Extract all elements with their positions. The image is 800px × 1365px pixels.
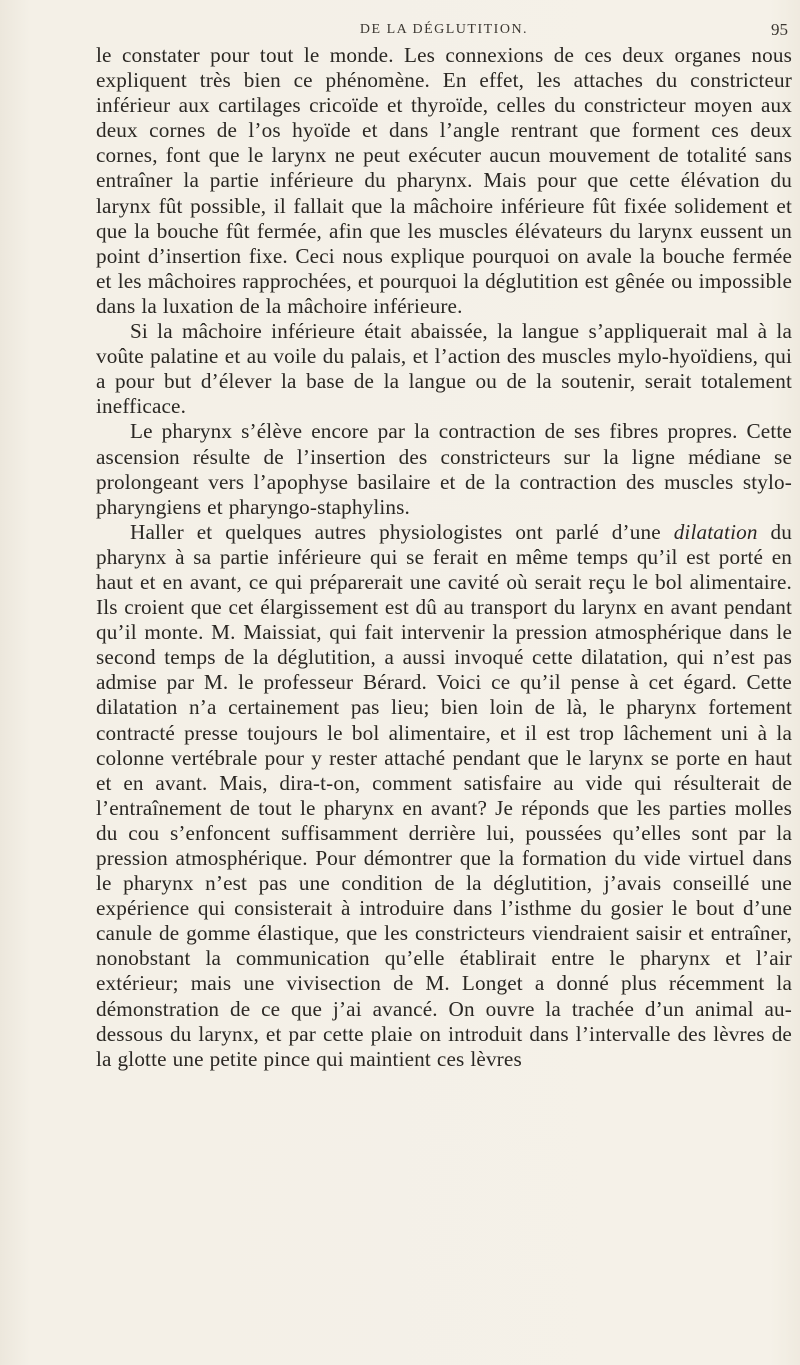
- paragraph-4-italic-term: dilatation: [673, 519, 758, 544]
- page-number: 95: [771, 20, 788, 39]
- body-text: [96, 43, 792, 1072]
- paragraph-4-text-after: du pharynx à sa partie inférieure qui se ferait en même temps qu’il est porté en haut et en avant, ce qui préparerait une cavité où serait reçu le bol alimentaire. Ils croient que cet élargissement est dû au transport du larynx en avant pendant qu’il monte. M. Maissiat, qui fait intervenir la pression atmosphérique dans le second temps de la déglutition, a aussi invoqué cette dilatation, qui n’est pas admise par M. le professeur Bérard. Voici ce qu’il pense à cet égard. Cette dilatation n’a certainement pas lieu; bien loin de là, le pharynx fortement contracté presse toujours le bol alimentaire, et il est trop lâchement uni à la colonne vertébrale pour y rester attaché pendant que le larynx se porte en haut et en avant. Mais, dira-t-on, comment satisfaire au vide qui résulterait de l’entraînement de tout le pharynx en avant? Je réponds que les parties molles du cou s’enfoncent suffisamment derrière lui, poussées qu’elles sont par la pression atmosphérique. Pour démontrer que la formation du vide virtuel dans le pharynx n’est pas une condition de la déglutition, j’avais conseillé une expérience qui consisterait à introduire dans l’isthme du gosier le bout d’une canule de gomme élastique, que les constricteurs viendraient saisir et entraîner, nonobstant la communication qu’elle établirait entre le pharynx et l’air extérieur; mais une vivisection de M. Longet a donné plus récemment la démonstration de ce que j’ai avancé. On ouvre la trachée d’un animal au-dessous du larynx, et par cette plaie on introduit dans l’intervalle des lèvres de la glotte une petite pince qui maintient ces lèvres: [96, 519, 792, 1071]
- paragraph-4-text-before: Haller et quelques autres physiologistes ont parlé d’une: [130, 519, 674, 544]
- paragraph-2-text: Si la mâchoire inférieure était abaissée, la langue s’appliquerait mal à la voûte palatine et au voile du palais, et l’action des muscles mylo-hyoïdiens, qui a pour but d’élever la base de la langue ou de la soutenir, serait totalement inefficace.: [96, 319, 792, 419]
- page-header: [96, 20, 792, 44]
- paragraph-4: [96, 520, 792, 1072]
- paragraph-1-text: le constater pour tout le monde. Les connexions de ces deux organes nous expliquent très bien ce phénomène. En effet, les attaches du constricteur inférieur aux cartilages cricoïde et thyroïde, celles du constricteur moyen aux deux cornes de l’os hyoïde et dans l’angle rentrant que forment ces deux cornes, font que le larynx ne peut exécuter aucun mouvement de totalité sans entraîner la partie inférieure du pharynx. Mais pour que cette élévation du larynx fût possible, il fallait que la mâchoire inférieure fût fixée solidement et que la bouche fût fermée, afin que les muscles élévateurs du larynx eussent un point d’insertion fixe. Ceci nous explique pourquoi on avale la bouche fermée et les mâchoires rapprochées, et pourquoi la déglutition est gênée ou impossible dans la luxation de la mâchoire inférieure.: [96, 43, 792, 318]
- paragraph-3: [96, 419, 792, 519]
- paragraph-1: [96, 43, 792, 319]
- running-head: DE LA DÉGLUTITION.: [359, 22, 529, 37]
- paragraph-2: [96, 319, 792, 419]
- paragraph-3-text: Le pharynx s’élève encore par la contraction de ses fibres propres. Cette ascension résulte de l’insertion des constricteurs sur la ligne médiane se prolongeant vers l’apophyse basilaire et de la contraction des muscles stylo-pharyngiens et pharyngo-staphylins.: [96, 419, 792, 519]
